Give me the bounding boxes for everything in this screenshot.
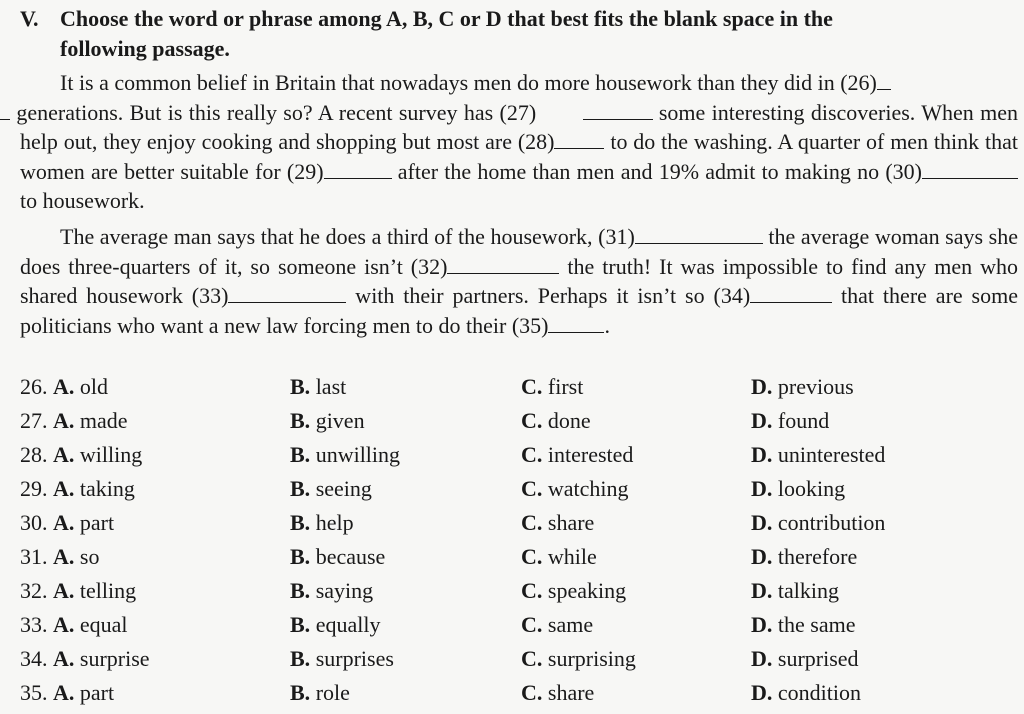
question-number: 28. bbox=[20, 442, 48, 467]
option-text: share bbox=[547, 680, 595, 705]
option-b[interactable] bbox=[290, 646, 394, 672]
option-text: given bbox=[315, 408, 365, 433]
exercise-instruction-line1: Choose the word or phrase among A, B, C or D that best fits the blank space in the bbox=[60, 6, 833, 31]
option-text: made bbox=[79, 408, 128, 433]
option-letter: D. bbox=[751, 578, 773, 603]
option-text: done bbox=[547, 408, 591, 433]
option-c[interactable] bbox=[521, 544, 597, 570]
option-d[interactable] bbox=[751, 476, 845, 502]
option-c[interactable] bbox=[521, 510, 594, 536]
option-letter: D. bbox=[751, 646, 773, 671]
passage-text: the truth! It was impossible to find any men who shared housework (33) bbox=[20, 253, 1018, 308]
option-letter: A. bbox=[53, 578, 75, 603]
option-d[interactable] bbox=[751, 408, 829, 434]
option-d[interactable] bbox=[751, 612, 855, 638]
option-letter: A. bbox=[53, 374, 75, 399]
option-b[interactable] bbox=[290, 680, 350, 706]
question-row bbox=[20, 578, 1020, 612]
option-text: surprises bbox=[315, 646, 394, 671]
passage-paragraph-1 bbox=[10, 68, 1018, 216]
option-text: saying bbox=[315, 578, 374, 603]
passage-text: the average woman says she does three-quarters of it, so someone isn’t (32) bbox=[20, 224, 1018, 279]
option-b[interactable] bbox=[290, 408, 365, 434]
option-letter: A. bbox=[53, 510, 75, 535]
option-text: while bbox=[547, 544, 597, 569]
option-letter: D. bbox=[751, 442, 773, 467]
option-text: equally bbox=[315, 612, 381, 637]
option-text: the same bbox=[777, 612, 856, 637]
option-text: condition bbox=[777, 680, 861, 705]
option-text: help bbox=[315, 510, 354, 535]
question-row bbox=[20, 646, 1020, 680]
blank-35 bbox=[548, 314, 604, 333]
question-number: 31. bbox=[20, 544, 48, 569]
question-row bbox=[20, 476, 1020, 510]
passage-text: The average man says that he does a third of the housework, (31) bbox=[60, 224, 635, 249]
option-text: old bbox=[79, 374, 109, 399]
question-row bbox=[20, 680, 1020, 714]
option-a[interactable] bbox=[20, 510, 114, 536]
option-b[interactable] bbox=[290, 578, 373, 604]
question-row bbox=[20, 612, 1020, 646]
option-letter: D. bbox=[751, 408, 773, 433]
option-letter: A. bbox=[53, 476, 75, 501]
option-letter: B. bbox=[290, 476, 311, 501]
question-number: 35. bbox=[20, 680, 48, 705]
question-row bbox=[20, 374, 1020, 408]
question-row bbox=[20, 442, 1020, 476]
option-text: surprise bbox=[79, 646, 150, 671]
passage-text: It is a common belief in Britain that nowadays men do more housework than they did in (26) bbox=[60, 70, 877, 95]
option-letter: C. bbox=[521, 374, 543, 399]
passage-text: to do the washing. A quarter of men think that women are better suitable for (29) bbox=[20, 129, 1018, 184]
option-a[interactable] bbox=[20, 374, 108, 400]
option-text: part bbox=[79, 510, 115, 535]
option-c[interactable] bbox=[521, 408, 591, 434]
option-letter: C. bbox=[521, 544, 543, 569]
option-d[interactable] bbox=[751, 510, 885, 536]
option-letter: B. bbox=[290, 646, 311, 671]
option-letter: C. bbox=[521, 646, 543, 671]
option-b[interactable] bbox=[290, 442, 400, 468]
option-b[interactable] bbox=[290, 510, 354, 536]
blank-29 bbox=[324, 160, 392, 179]
passage-text: to housework. bbox=[20, 188, 145, 213]
passage-text: some interesting discoveries. When men help out, they enjoy cooking and shopping but most are (28) bbox=[20, 99, 1018, 154]
blank-33 bbox=[228, 284, 346, 303]
passage-text: generations. But is this really so? A recent survey has (27) bbox=[10, 99, 543, 125]
blank-27 bbox=[583, 101, 653, 120]
exercise-instruction-line2: following passage. bbox=[60, 36, 230, 61]
question-number: 27. bbox=[20, 408, 48, 433]
option-d[interactable] bbox=[751, 578, 839, 604]
option-letter: A. bbox=[53, 680, 75, 705]
option-text: unwilling bbox=[315, 442, 401, 467]
option-b[interactable] bbox=[290, 476, 372, 502]
option-letter: B. bbox=[290, 442, 311, 467]
option-b[interactable] bbox=[290, 374, 346, 400]
option-text: taking bbox=[79, 476, 135, 501]
option-text: contribution bbox=[777, 510, 886, 535]
option-d[interactable] bbox=[751, 680, 861, 706]
option-text: found bbox=[777, 408, 830, 433]
option-letter: B. bbox=[290, 680, 311, 705]
option-d[interactable] bbox=[751, 442, 885, 468]
option-text: speaking bbox=[547, 578, 627, 603]
option-letter: D. bbox=[751, 476, 773, 501]
option-text: same bbox=[547, 612, 594, 637]
option-d[interactable] bbox=[751, 544, 857, 570]
option-a[interactable] bbox=[20, 476, 135, 502]
option-a[interactable] bbox=[20, 408, 128, 434]
option-text: so bbox=[79, 544, 100, 569]
option-letter: B. bbox=[290, 408, 311, 433]
option-text: role bbox=[315, 680, 350, 705]
option-b[interactable] bbox=[290, 544, 385, 570]
option-text: uninterested bbox=[777, 442, 886, 467]
option-letter: B. bbox=[290, 578, 311, 603]
option-letter: A. bbox=[53, 612, 75, 637]
option-letter: D. bbox=[751, 612, 773, 637]
passage-paragraph-2 bbox=[20, 222, 1018, 340]
option-letter: D. bbox=[751, 510, 773, 535]
option-text: interested bbox=[547, 442, 634, 467]
option-c[interactable] bbox=[521, 612, 593, 638]
passage-text: . bbox=[604, 312, 610, 338]
option-text: seeing bbox=[315, 476, 372, 501]
option-letter: D. bbox=[751, 544, 773, 569]
option-d[interactable] bbox=[751, 374, 854, 400]
blank-30 bbox=[922, 160, 1018, 179]
blank-26 bbox=[877, 71, 891, 90]
option-letter: C. bbox=[521, 476, 543, 501]
passage-text: after the home than men and 19% admit to making no (30) bbox=[391, 158, 923, 184]
option-text: surprised bbox=[777, 646, 859, 671]
option-letter: C. bbox=[521, 612, 543, 637]
option-a[interactable] bbox=[20, 680, 114, 706]
option-letter: A. bbox=[53, 544, 75, 569]
question-row bbox=[20, 510, 1020, 544]
option-text: telling bbox=[79, 578, 137, 603]
option-letter: C. bbox=[521, 408, 543, 433]
option-text: equal bbox=[79, 612, 128, 637]
option-text: first bbox=[547, 374, 584, 399]
question-row bbox=[20, 408, 1020, 442]
question-number: 26. bbox=[20, 374, 48, 399]
option-letter: D. bbox=[751, 374, 773, 399]
question-number: 29. bbox=[20, 476, 48, 501]
blank-28 bbox=[554, 130, 604, 149]
option-text: because bbox=[315, 544, 386, 569]
question-number: 30. bbox=[20, 510, 48, 535]
option-c[interactable] bbox=[521, 680, 594, 706]
option-text: therefore bbox=[777, 544, 858, 569]
option-d[interactable] bbox=[751, 646, 859, 672]
answer-options bbox=[20, 374, 1020, 714]
blank-26-cont bbox=[0, 101, 10, 120]
option-letter: C. bbox=[521, 510, 543, 535]
option-c[interactable] bbox=[521, 578, 626, 604]
option-letter: C. bbox=[521, 442, 543, 467]
blank-34 bbox=[750, 284, 832, 303]
option-text: surprising bbox=[547, 646, 636, 671]
option-text: willing bbox=[79, 442, 143, 467]
option-letter: B. bbox=[290, 510, 311, 535]
option-c[interactable] bbox=[521, 374, 583, 400]
option-b[interactable] bbox=[290, 612, 380, 638]
option-text: last bbox=[315, 374, 347, 399]
question-number: 33. bbox=[20, 612, 48, 637]
option-letter: A. bbox=[53, 442, 75, 467]
option-a[interactable] bbox=[20, 442, 142, 468]
passage-text: that there are some politicians who want a new law forcing men to do their (35) bbox=[20, 283, 1018, 338]
blank-32 bbox=[447, 255, 559, 274]
option-letter: C. bbox=[521, 680, 543, 705]
option-letter: A. bbox=[53, 646, 75, 671]
option-c[interactable] bbox=[521, 476, 629, 502]
blank-31 bbox=[635, 225, 763, 244]
question-number: 32. bbox=[20, 578, 48, 603]
option-c[interactable] bbox=[521, 646, 636, 672]
option-text: share bbox=[547, 510, 595, 535]
passage-text: with their partners. Perhaps it isn’t so (34) bbox=[346, 283, 751, 308]
option-letter: A. bbox=[53, 408, 75, 433]
option-text: watching bbox=[547, 476, 629, 501]
option-c[interactable] bbox=[521, 442, 633, 468]
question-number: 34. bbox=[20, 646, 48, 671]
option-letter: C. bbox=[521, 578, 543, 603]
exercise-heading bbox=[20, 4, 1020, 64]
option-text: talking bbox=[777, 578, 839, 603]
option-text: looking bbox=[777, 476, 846, 501]
exercise-number: V. bbox=[20, 6, 39, 31]
option-a[interactable] bbox=[20, 544, 99, 570]
question-row bbox=[20, 544, 1020, 578]
option-letter: D. bbox=[751, 680, 773, 705]
option-letter: B. bbox=[290, 544, 311, 569]
option-a[interactable] bbox=[20, 578, 136, 604]
option-text: part bbox=[79, 680, 115, 705]
option-letter: B. bbox=[290, 612, 311, 637]
option-a[interactable] bbox=[20, 612, 128, 638]
option-letter: B. bbox=[290, 374, 311, 399]
option-text: previous bbox=[777, 374, 854, 399]
option-a[interactable] bbox=[20, 646, 150, 672]
